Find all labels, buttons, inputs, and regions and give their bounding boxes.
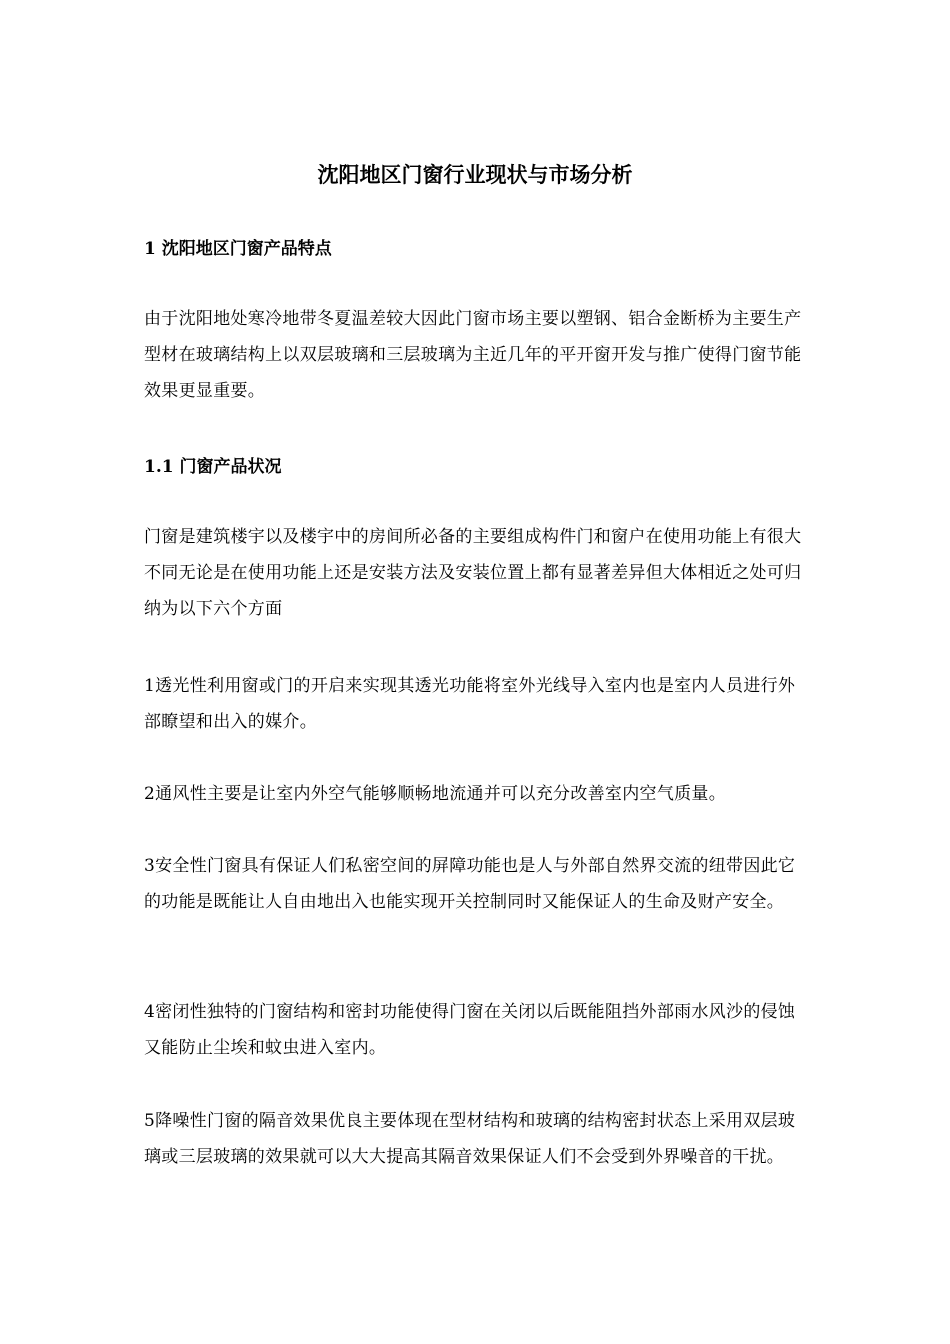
section-1-heading: 1 沈阳地区门窗产品特点 <box>144 239 332 259</box>
section-1-1-paragraph: 门窗是建筑楼宇以及楼宇中的房间所必备的主要组成构件门和窗户在使用功能上有很大不同无论是在使用功能上还是安装方法及安装位置上都有显著差异但大体相近之处可归纳为以下六个方面 <box>144 527 802 619</box>
point-4-paragraph: 4密闭性独特的门窗结构和密封功能使得门窗在关闭以后既能阻挡外部雨水风沙的侵蚀又能防止尘埃和蚊虫进入室内。 <box>144 1002 796 1058</box>
point-2-paragraph: 2通风性主要是让室内外空气能够顺畅地流通并可以充分改善室内空气质量。 <box>144 784 727 804</box>
section-1-paragraph: 由于沈阳地处寒冷地带冬夏温差较大因此门窗市场主要以塑钢、铝合金断桥为主要生产型材在玻璃结构上以双层玻璃和三层玻璃为主近几年的平开窗开发与推广使得门窗节能效果更显重要。 <box>144 309 802 401</box>
document-title: 沈阳地区门窗行业现状与市场分析 <box>317 162 633 187</box>
point-3-paragraph: 3安全性门窗具有保证人们私密空间的屏障功能也是人与外部自然界交流的纽带因此它的功能是既能让人自由地出入也能实现开关控制同时又能保证人的生命及财产安全。 <box>144 856 796 912</box>
section-1-1-heading: 1.1 门窗产品状况 <box>144 457 282 477</box>
point-5-paragraph: 5降噪性门窗的隔音效果优良主要体现在型材结构和玻璃的结构密封状态上采用双层玻璃或三层玻璃的效果就可以大大提高其隔音效果保证人们不会受到外界噪音的干扰。 <box>144 1111 796 1167</box>
point-1-paragraph: 1透光性利用窗或门的开启来实现其透光功能将室外光线导入室内也是室内人员进行外部瞭望和出入的媒介。 <box>144 676 796 732</box>
